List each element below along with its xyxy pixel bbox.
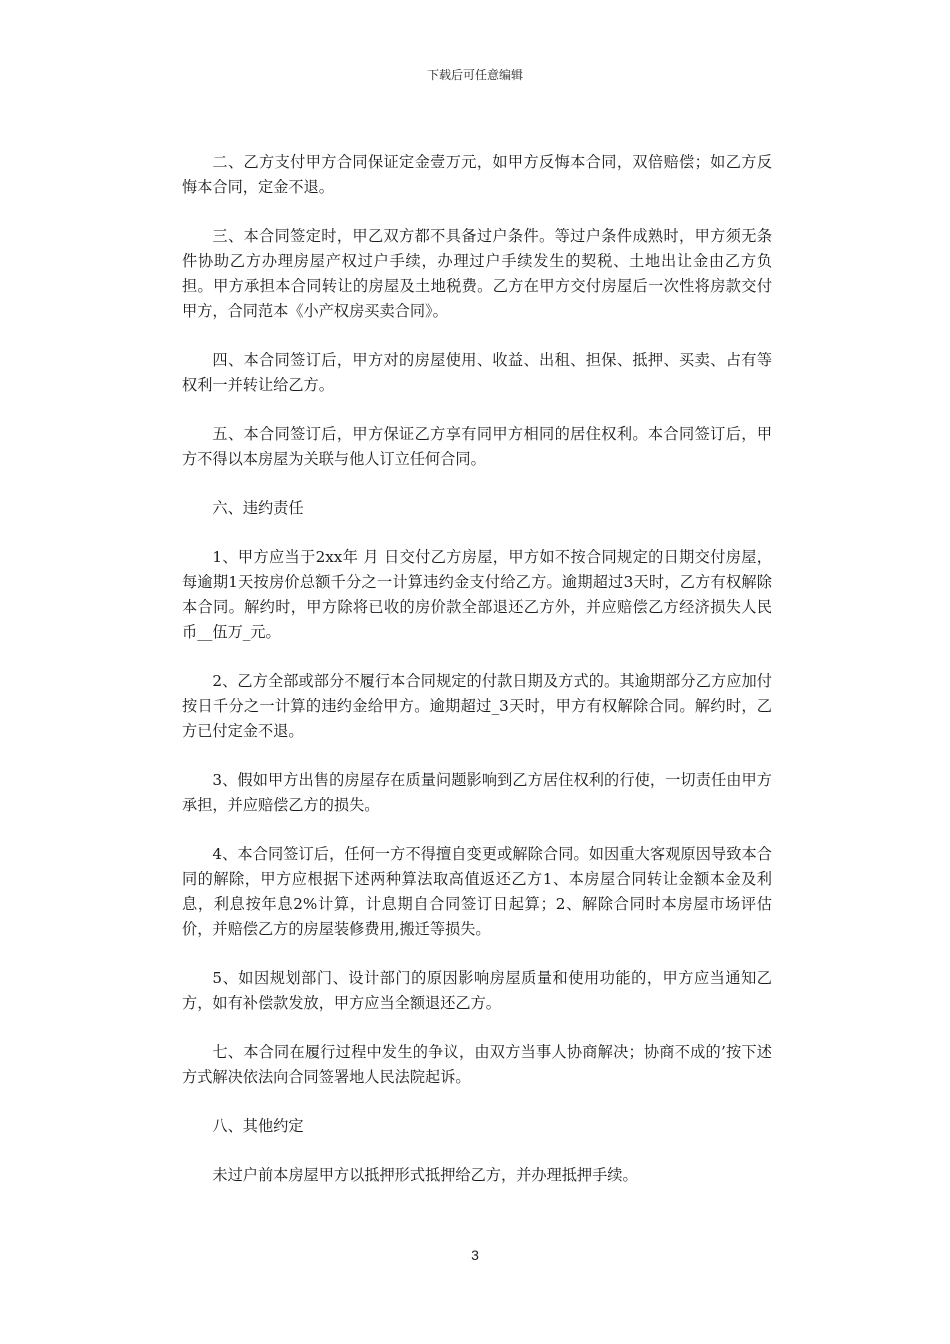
paragraph-liability-5: 5、如因规划部门、设计部门的原因影响房屋质量和使用功能的，甲方应当通知乙方，如有补偿款发放，甲方应当全额退还乙方。 <box>182 969 772 1012</box>
page-header: 下载后可任意编辑 <box>426 68 523 82</box>
paragraph-transfer-conditions: 三、本合同签定时，甲乙双方都不具备过户条件。等过户条件成熟时，甲方须无条件协助乙方办理房屋产权过户手续，办理过户手续发生的契税、土地出让金由乙方负担。甲方承担本合同转让的房屋及土地税费。乙方在甲方交付房屋后一次性将房款交付甲方，合同范本《小产权房买卖合同》。 <box>182 227 772 320</box>
paragraph-residence-rights: 五、本合同签订后，甲方保证乙方享有同甲方相同的居住权利。本合同签订后，甲方不得以本房屋为关联与他人订立任何合同。 <box>182 425 772 468</box>
paragraph-liability-3: 3、假如甲方出售的房屋存在质量问题影响到乙方居住权利的行使，一切责任由甲方承担，并应赔偿乙方的损失。 <box>182 771 772 814</box>
paragraph-liability-4: 4、本合同签订后，任何一方不得擅自变更或解除合同。如因重大客观原因导致本合同的解除，甲方应根据下述两种算法取高值返还乙方1、本房屋合同转让金额本金及利息，利息按年息2%计算，计息期自合同签订日起算；2、解除合同时本房屋市场评估价，并赔偿乙方的房屋装修费用,搬迁等损失。 <box>182 845 772 938</box>
document-body <box>182 150 772 1212</box>
page-number: 3 <box>471 1247 479 1263</box>
paragraph-mortgage: 未过户前本房屋甲方以抵押形式抵押给乙方，并办理抵押手续。 <box>212 1166 638 1184</box>
paragraph-liability-1: 1、甲方应当于2xx年 月 日交付乙方房屋，甲方如不按合同规定的日期交付房屋，每逾期1天按房价总额千分之一计算违约金支付给乙方。逾期超过3天时，乙方有权解除本合同。解约时，甲方除将已收的房价款全部退还乙方外，并应赔偿乙方经济损失人民币__伍万_元。 <box>182 548 772 641</box>
paragraph-deposit: 二、乙方支付甲方合同保证定金壹万元，如甲方反悔本合同，双倍赔偿；如乙方反悔本合同，定金不退。 <box>182 153 772 196</box>
paragraph-liability-2: 2、乙方全部或部分不履行本合同规定的付款日期及方式的。其逾期部分乙方应加付按日千分之一计算的违约金给甲方。逾期超过_3天时，甲方有权解除合同。解约时，乙方已付定金不退。 <box>182 672 772 740</box>
paragraph-rights-transfer: 四、本合同签订后，甲方对的房屋使用、收益、出租、担保、抵押、买卖、占有等权利一并转让给乙方。 <box>182 351 772 394</box>
section-heading-other: 八、其他约定 <box>212 1117 304 1135</box>
paragraph-dispute: 七、本合同在履行过程中发生的争议，由双方当事人协商解决；协商不成的’按下述方式解决依法向合同签署地人民法院起诉。 <box>182 1043 772 1086</box>
section-heading-liability: 六、违约责任 <box>212 499 304 517</box>
